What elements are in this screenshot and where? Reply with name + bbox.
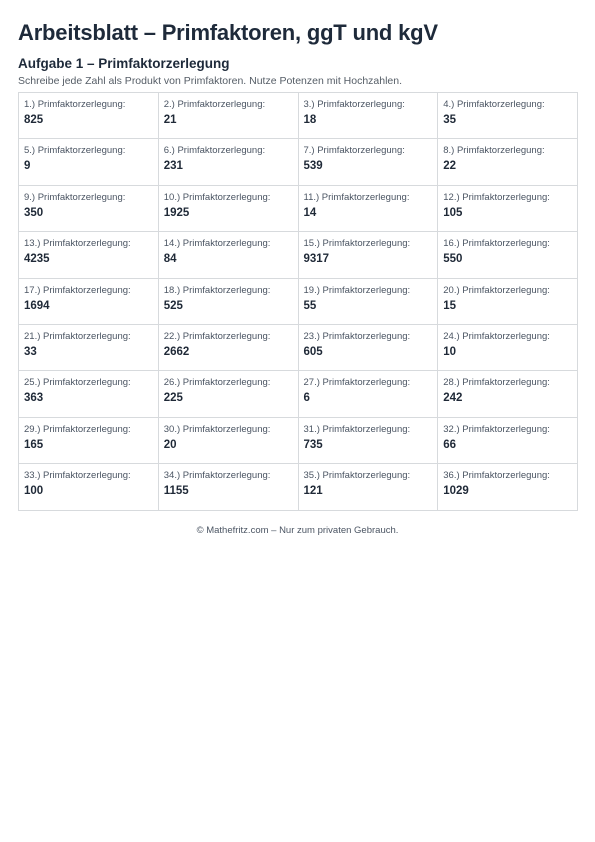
exercise-label: 1.) Primfaktorzerlegung:	[24, 99, 126, 110]
exercise-cell	[159, 279, 299, 325]
exercise-cell	[299, 232, 439, 278]
exercise-cell	[159, 371, 299, 417]
exercise-number: 9317	[303, 253, 330, 266]
exercise-cell	[159, 93, 299, 139]
exercise-label: 18.) Primfaktorzerlegung:	[163, 284, 271, 296]
exercise-label: 32.) Primfaktorzerlegung:	[443, 423, 550, 435]
exercise-label: 5.) Primfaktorzerlegung:	[24, 145, 126, 157]
exercise-cell	[159, 186, 299, 232]
exercise-number: 363	[24, 392, 44, 405]
exercise-number: 121	[303, 485, 323, 498]
exercise-cell	[438, 186, 578, 232]
exercise-label: 2.) Primfaktorzerlegung:	[163, 99, 266, 110]
exercise-number: 33	[24, 345, 37, 358]
exercise-label: 22.) Primfaktorzerlegung:	[163, 330, 271, 342]
exercise-cell	[299, 279, 439, 325]
exercise-cell	[299, 186, 439, 232]
exercise-label: 17.) Primfaktorzerlegung:	[24, 284, 131, 296]
exercise-cell	[19, 371, 159, 417]
exercise-label: 26.) Primfaktorzerlegung:	[163, 377, 271, 389]
exercise-cell	[299, 371, 439, 417]
exercise-number: 21	[163, 114, 177, 126]
exercise-number: 350	[24, 206, 44, 219]
exercise-cell	[19, 418, 159, 464]
exercise-cell	[19, 186, 159, 232]
exercise-cell	[159, 232, 299, 278]
exercise-cell	[438, 418, 578, 464]
exercise-label: 6.) Primfaktorzerlegung:	[163, 145, 266, 157]
exercise-number: 605	[303, 345, 323, 358]
exercise-cell	[159, 464, 299, 510]
exercise-cell	[438, 371, 578, 417]
exercise-label: 36.) Primfaktorzerlegung:	[443, 470, 550, 482]
exercise-cell	[438, 464, 578, 510]
exercise-label: 14.) Primfaktorzerlegung:	[163, 238, 271, 250]
exercise-cell	[438, 139, 578, 185]
exercise-cell	[299, 464, 439, 510]
exercise-number: 165	[24, 438, 44, 451]
exercise-cell	[19, 279, 159, 325]
exercise-cell	[438, 232, 578, 278]
exercise-number: 66	[443, 438, 457, 451]
exercise-label: 27.) Primfaktorzerlegung:	[303, 377, 411, 389]
exercise-number: 55	[303, 299, 317, 312]
exercise-cell	[159, 325, 299, 371]
exercise-number: 105	[443, 206, 463, 219]
exercise-number: 539	[303, 160, 323, 173]
exercise-number: 14	[303, 206, 317, 219]
exercise-number: 1155	[163, 485, 189, 498]
exercise-number: 4235	[24, 253, 50, 266]
exercise-label: 21.) Primfaktorzerlegung:	[24, 330, 131, 342]
exercise-number: 242	[443, 392, 463, 405]
exercise-cell	[299, 418, 439, 464]
task-instruction: Schreibe jede Zahl als Produkt von Primfaktoren. Nutze Potenzen mit Hochzahlen.	[18, 75, 403, 87]
exercise-label: 13.) Primfaktorzerlegung:	[24, 238, 131, 250]
exercise-number: 1925	[163, 206, 190, 219]
exercise-label: 23.) Primfaktorzerlegung:	[303, 330, 411, 342]
exercise-number: 10	[443, 345, 457, 358]
exercise-cell	[19, 139, 159, 185]
exercise-label: 25.) Primfaktorzerlegung:	[24, 377, 131, 389]
task-heading: Aufgabe 1 – Primfaktorzerlegung	[18, 56, 230, 71]
exercise-number: 1029	[443, 485, 469, 498]
exercise-label: 28.) Primfaktorzerlegung:	[443, 377, 550, 389]
page-title: Arbeitsblatt – Primfaktoren, ggT und kgV	[18, 20, 438, 45]
exercise-number: 20	[163, 438, 177, 451]
exercise-label: 30.) Primfaktorzerlegung:	[163, 423, 271, 435]
exercise-number: 1694	[24, 299, 50, 312]
exercise-cell	[19, 93, 159, 139]
exercise-number: 22	[443, 160, 457, 173]
exercise-label: 34.) Primfaktorzerlegung:	[163, 470, 271, 482]
exercise-label: 20.) Primfaktorzerlegung:	[443, 284, 550, 296]
exercise-cell	[299, 139, 439, 185]
exercise-label: 4.) Primfaktorzerlegung:	[443, 99, 545, 110]
exercise-label: 19.) Primfaktorzerlegung:	[303, 284, 411, 296]
exercise-number: 84	[163, 253, 177, 266]
exercise-label: 9.) Primfaktorzerlegung:	[24, 191, 126, 203]
exercise-number: 825	[24, 114, 44, 126]
exercise-number: 15	[443, 299, 457, 312]
exercise-label: 11.) Primfaktorzerlegung:	[303, 191, 410, 203]
exercise-number: 35	[443, 114, 457, 126]
exercise-cell	[19, 232, 159, 278]
exercise-cell	[438, 93, 578, 139]
exercise-label: 33.) Primfaktorzerlegung:	[24, 470, 131, 482]
exercise-label: 15.) Primfaktorzerlegung:	[303, 238, 411, 250]
exercise-label: 3.) Primfaktorzerlegung:	[303, 99, 405, 110]
exercise-cell	[19, 325, 159, 371]
exercise-number: 225	[163, 392, 183, 405]
exercise-grid	[18, 92, 578, 511]
exercise-cell	[159, 418, 299, 464]
exercise-label: 8.) Primfaktorzerlegung:	[443, 145, 545, 157]
exercise-number: 6	[303, 392, 310, 405]
exercise-label: 16.) Primfaktorzerlegung:	[443, 238, 550, 250]
exercise-cell	[299, 325, 439, 371]
exercise-number: 18	[303, 114, 317, 126]
exercise-number: 9	[24, 160, 31, 173]
exercise-label: 31.) Primfaktorzerlegung:	[303, 423, 411, 435]
exercise-label: 12.) Primfaktorzerlegung:	[443, 191, 550, 203]
exercise-number: 550	[443, 253, 463, 266]
exercise-label: 24.) Primfaktorzerlegung:	[443, 330, 550, 342]
exercise-cell	[19, 464, 159, 510]
exercise-cell	[438, 279, 578, 325]
exercise-number: 2662	[163, 345, 190, 358]
exercise-number: 525	[163, 299, 183, 312]
exercise-cell	[159, 139, 299, 185]
exercise-label: 7.) Primfaktorzerlegung:	[303, 145, 405, 157]
exercise-cell	[438, 325, 578, 371]
exercise-number: 735	[303, 438, 323, 451]
exercise-number: 231	[163, 160, 183, 173]
exercise-label: 35.) Primfaktorzerlegung:	[303, 470, 411, 482]
exercise-label: 10.) Primfaktorzerlegung:	[163, 191, 271, 203]
copyright-footer: © Mathefritz.com – Nur zum privaten Gebrauch.	[196, 524, 399, 536]
exercise-label: 29.) Primfaktorzerlegung:	[24, 423, 131, 435]
exercise-cell	[299, 93, 439, 139]
exercise-number: 100	[24, 485, 44, 498]
